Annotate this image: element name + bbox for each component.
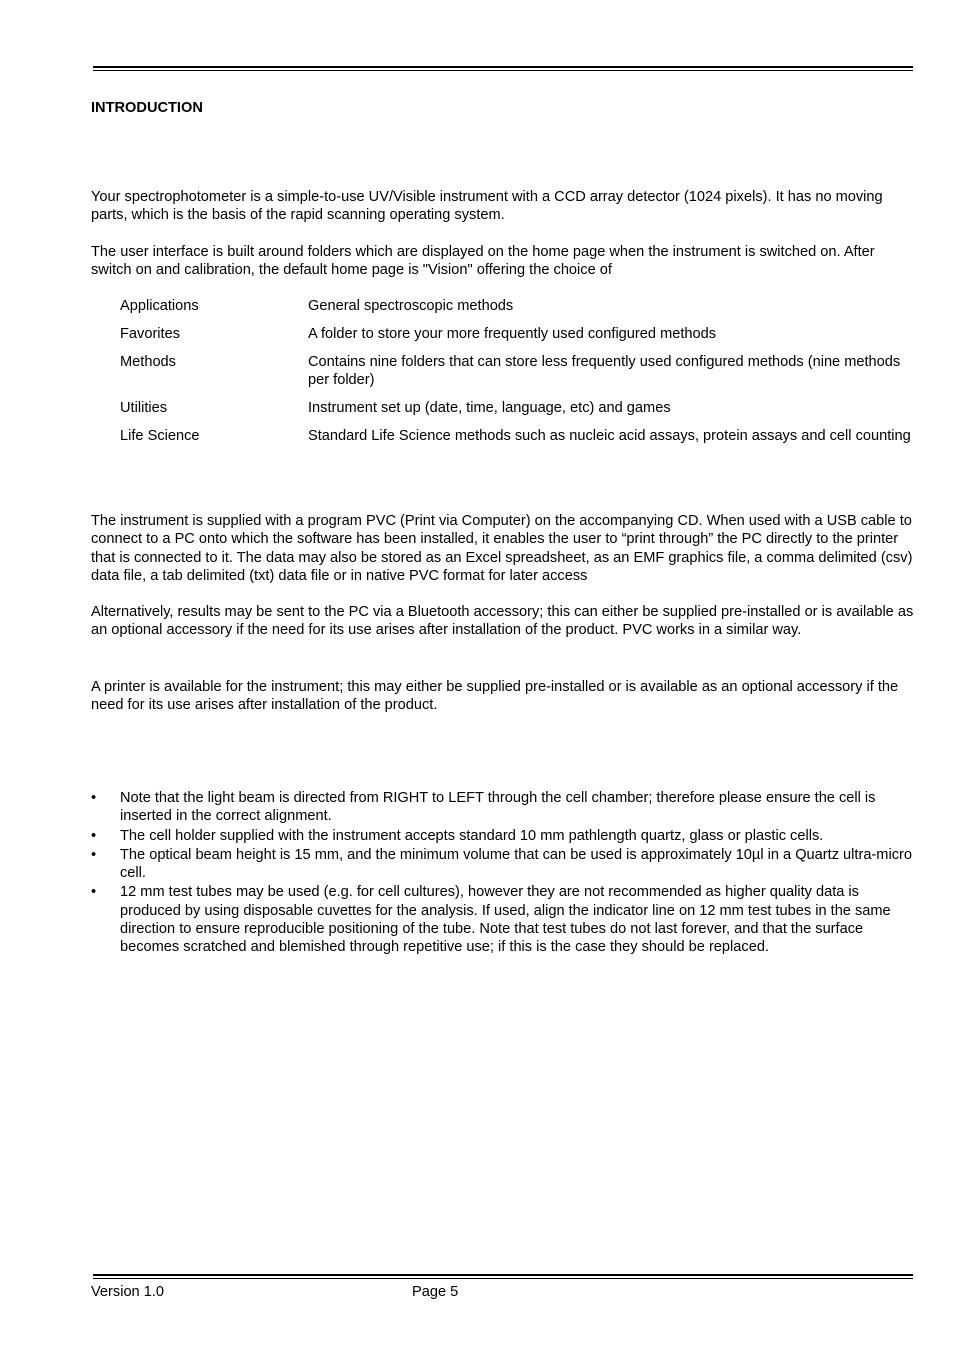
note-text: 12 mm test tubes may be used (e.g. for cell cultures), however they are not recommended as higher quality data is produced by using disposable cuvettes for the analysis. If used, align the indicator line on 12 mm test tubes in the same direction to ensure reproducible positioning of the tube. Note that test tubes do not last forever, and that the surface becomes scratched and blemished through repetitive use; if this is the case they should be replaced.: [120, 884, 891, 956]
notes-list: [91, 789, 916, 958]
folder-term: Applications: [120, 298, 199, 314]
section-heading: INTRODUCTION: [91, 100, 203, 116]
list-item: [91, 846, 916, 883]
folder-row: [120, 297, 920, 315]
folder-term: Life Science: [120, 428, 200, 445]
printer-paragraph: A printer is available for the instrument; this may either be supplied pre-installed or is available as an optional accessory if the need for its use arises after installation of the product.: [91, 679, 899, 714]
note-text: The cell holder supplied with the instrument accepts standard 10 mm pathlength quartz, glass or plastic cells.: [120, 827, 824, 844]
folder-row: [120, 399, 920, 417]
folder-definition: A folder to store your more frequently used configured methods: [308, 325, 717, 342]
folder-definition: Instrument set up (date, time, language, etc) and games: [308, 400, 671, 417]
folder-term: Methods: [120, 353, 176, 370]
bullet-icon: •: [91, 790, 97, 806]
list-item: [91, 789, 916, 826]
folder-term: Favorites: [120, 325, 181, 342]
folder-row: [120, 427, 920, 445]
folder-term: Utilities: [120, 400, 168, 417]
folder-definition: General spectroscopic methods: [308, 298, 514, 314]
folder-list: [120, 297, 920, 455]
list-item: [91, 827, 916, 845]
footer-version: Version 1.0: [91, 1284, 165, 1300]
footer-rule: [93, 1274, 913, 1279]
header-rule: [93, 66, 913, 71]
folder-definition: Standard Life Science methods such as nucleic acid assays, protein assays and cell counting: [308, 428, 911, 445]
bullet-icon: •: [91, 846, 97, 863]
folder-definition: Contains nine folders that can store less frequently used configured methods (nine methods per folder): [308, 353, 901, 389]
footer-page-number: Page 5: [412, 1284, 459, 1300]
bullet-icon: •: [91, 827, 97, 844]
pvc-paragraph: The instrument is supplied with a program PVC (Print via Computer) on the accompanying CD. When used with a USB cable to connect to a PC onto which the software has been installed, it enables the user to “print through” the PC directly to the printer that is connected to it. The data may also be stored as an Excel spreadsheet, as an EMF graphics file, a comma delimited (csv) data file, a tab delimited (txt) data file or in native PVC format for later access: [91, 513, 913, 584]
list-item: [91, 883, 916, 956]
intro-paragraph-2: The user interface is built around folders which are displayed on the home page when the instrument is switched on. After switch on and calibration, the default home page is "Vision" offering the choice of: [91, 244, 875, 279]
bullet-icon: •: [91, 884, 97, 901]
note-text: The optical beam height is 15 mm, and the minimum volume that can be used is approximately 10µl in a Quartz ultra-micro cell.: [120, 846, 912, 882]
bluetooth-paragraph: Alternatively, results may be sent to the PC via a Bluetooth accessory; this can either be supplied pre-installed or is available as an optional accessory if the need for its use arises after installation of the product. PVC works in a similar way.: [91, 604, 914, 639]
intro-paragraph-1: Your spectrophotometer is a simple-to-use UV/Visible instrument with a CCD array detector (1024 pixels). It has no moving parts, which is the basis of the rapid scanning operating system.: [91, 189, 883, 224]
folder-row: [120, 325, 920, 343]
note-text: Note that the light beam is directed from RIGHT to LEFT through the cell chamber; therefore please ensure the cell is inserted in the correct alignment.: [120, 790, 876, 825]
folder-row: [120, 353, 920, 390]
